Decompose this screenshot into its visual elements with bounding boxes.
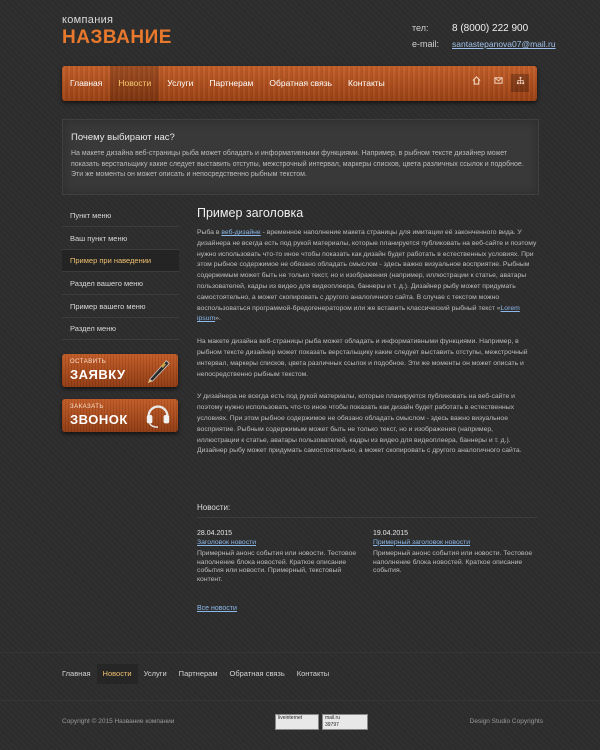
all-news-link[interactable]: Все новости bbox=[197, 605, 237, 612]
nav-item-contacts[interactable]: Контакты bbox=[348, 78, 385, 88]
pen-icon bbox=[144, 356, 172, 384]
logo-title: НАЗВАНИЕ bbox=[62, 27, 172, 48]
sidebar bbox=[62, 205, 179, 432]
paragraph-1-end: ». bbox=[215, 315, 221, 323]
paragraph-2: На макете дизайна веб-страницы рыба может обладать и информативными функциями. Например, в рыбном тексте дизайнер может показать верстальщику какие следует выставить отступы, межстрочный интервал, маркеры списков, цвета различных ссылок и подобное. Эти же моменты он может описать и непосредственно рыбным текстом. bbox=[197, 338, 528, 378]
phone-label: тел: bbox=[412, 23, 429, 33]
nav-item-home[interactable]: Главная bbox=[70, 78, 103, 88]
copyright: Copyright © 2015 Название компании bbox=[62, 718, 175, 725]
email-link[interactable]: santastepanova07@mail.ru bbox=[452, 39, 556, 49]
sitemap-icon[interactable] bbox=[511, 74, 529, 92]
logo[interactable] bbox=[62, 14, 172, 49]
news-item bbox=[197, 530, 367, 584]
news-date: 19.04.2015 bbox=[373, 530, 409, 537]
footer-item-news[interactable]: Новости bbox=[97, 664, 138, 684]
nav-item-feedback[interactable]: Обратная связь bbox=[269, 78, 333, 88]
studio-credits[interactable]: Design Studio Copyrights bbox=[469, 718, 543, 725]
footer-nav bbox=[56, 664, 335, 684]
main-content bbox=[197, 206, 537, 457]
footer-item-feedback[interactable]: Обратная связь bbox=[229, 669, 285, 678]
paragraph-1-body: - временное наполнение макета страницы для имитации её законченного вида. У дизайнера не всегда есть под рукой материалы, которые планируется публиковать на веб-сайте и поэтому нужно использовать что-то иное чтобы показать как дизайн будет работать в естественных условиях. При этом рыбное содержимое не обязано обладать смыслом - здесь важно визуальное восприятие. Рыбным содержимым может быть не только текст, но и изображения (например, иллюстрации к статье, аватары пользователей, кадры из видео для видеоплеера, баннеры и т. д.). Дизайнер рыбу может придумать самостоятельно, а может скопировать с другого аналогичного сайта. В случае с текстом можно воспользоваться программой-бредогенератором или же вставить классический рыбный текст « bbox=[197, 229, 537, 312]
sidebar-item[interactable]: Пункт меню bbox=[62, 205, 179, 227]
leave-request-small: ОСТАВИТЬ bbox=[70, 359, 107, 366]
news-link[interactable]: Заголовок новости bbox=[197, 538, 257, 546]
lorem-ipsum-link[interactable]: Lorem ipsum bbox=[197, 304, 520, 323]
page-title: Пример заголовка bbox=[197, 206, 304, 220]
footer-item-partners[interactable]: Партнерам bbox=[178, 669, 218, 678]
sidebar-item-hover[interactable]: Пример при наведении bbox=[62, 250, 179, 272]
leave-request-big: ЗАЯВКУ bbox=[70, 367, 126, 383]
order-call-small: ЗАКАЗАТЬ bbox=[70, 404, 104, 411]
news-heading: Новости: bbox=[197, 503, 231, 512]
sidebar-item[interactable]: Раздел меню bbox=[62, 318, 179, 340]
leave-request-button[interactable] bbox=[62, 354, 178, 387]
news-text: Примерный анонс события или новости. Тестовое наполнение блока новостей. Краткое описание события. bbox=[373, 550, 533, 574]
order-call-big: ЗВОНОК bbox=[70, 412, 128, 428]
logo-small-text: компания bbox=[62, 14, 114, 26]
phone-number: 8 (8000) 222 900 bbox=[452, 22, 529, 34]
order-call-button[interactable] bbox=[62, 399, 178, 432]
nav-item-partners[interactable]: Партнерам bbox=[209, 78, 254, 88]
why-us-title: Почему выбирают нас? bbox=[71, 132, 175, 143]
sidebar-item[interactable]: Раздел вашего меню bbox=[62, 273, 179, 295]
footer-item-contacts[interactable]: Контакты bbox=[296, 669, 330, 678]
news-link[interactable]: Примерный заголовок новости bbox=[373, 538, 471, 546]
paragraph-1 bbox=[197, 228, 537, 325]
footer-divider-bottom bbox=[0, 700, 600, 701]
why-us-text: На макете дизайна веб-страницы рыба может обладать и информативными функциями. Например, в рыбном тексте дизайнер может показать верстальщику какие следует выставить отступы, межстрочный интервал, маркеры списков, цвета различных ссылок и подобное. Эти же моменты он может описать и непосредственно рыбным текстом. bbox=[71, 150, 524, 178]
mail-icon[interactable] bbox=[489, 74, 507, 92]
footer-item-home[interactable]: Главная bbox=[62, 669, 91, 678]
email-label: e-mail: bbox=[412, 39, 440, 49]
mailru-counter[interactable] bbox=[322, 714, 368, 730]
counter-label: mail.ru bbox=[325, 715, 341, 721]
paragraph-3: У дизайнера не всегда есть под рукой материалы, которые планируется публиковать на веб-сайте и поэтому нужно использовать что-то иное чтобы показать как дизайн будет работать в естественных условиях. При этом рыбное содержимое не обязано обладать смыслом - здесь важно визуальное восприятие. Рыбным содержимым может быть не только текст, но и изображения (например, иллюстрации к статье, аватары пользователей, кадры из видео для видеоплеера, баннеры и т. д.). Дизайнер рыбу может придумать самостоятельно, а может скопировать с другого аналогичного сайта. bbox=[197, 393, 522, 455]
news-text: Примерный анонс события или новости. Тестовое наполнение блока новостей. Краткое описание события или новости. Примерный, текстовый контент. bbox=[197, 550, 357, 583]
why-us-box bbox=[62, 119, 539, 195]
nav-item-services[interactable]: Услуги bbox=[167, 78, 194, 88]
news-divider bbox=[197, 517, 537, 518]
web-design-link[interactable]: веб-дизайне bbox=[221, 229, 261, 236]
header-contacts bbox=[412, 20, 556, 52]
footer-item-services[interactable]: Услуги bbox=[143, 669, 167, 678]
counter-number: 39797 bbox=[325, 722, 339, 728]
news-item bbox=[373, 530, 537, 576]
paragraph-1-start: Рыба в bbox=[197, 229, 222, 236]
counter-label: liveinternet bbox=[278, 715, 303, 721]
sidebar-item[interactable]: Ваш пункт меню bbox=[62, 228, 179, 250]
news-date: 28.04.2015 bbox=[197, 530, 233, 537]
liveinternet-counter[interactable] bbox=[275, 714, 319, 730]
main-nav bbox=[62, 66, 537, 101]
nav-item-news[interactable]: Новости bbox=[110, 66, 159, 101]
home-icon[interactable] bbox=[467, 74, 485, 92]
headset-icon bbox=[144, 401, 172, 429]
footer-divider-top bbox=[0, 652, 600, 653]
sidebar-item[interactable]: Пример вашего меню bbox=[62, 296, 179, 318]
